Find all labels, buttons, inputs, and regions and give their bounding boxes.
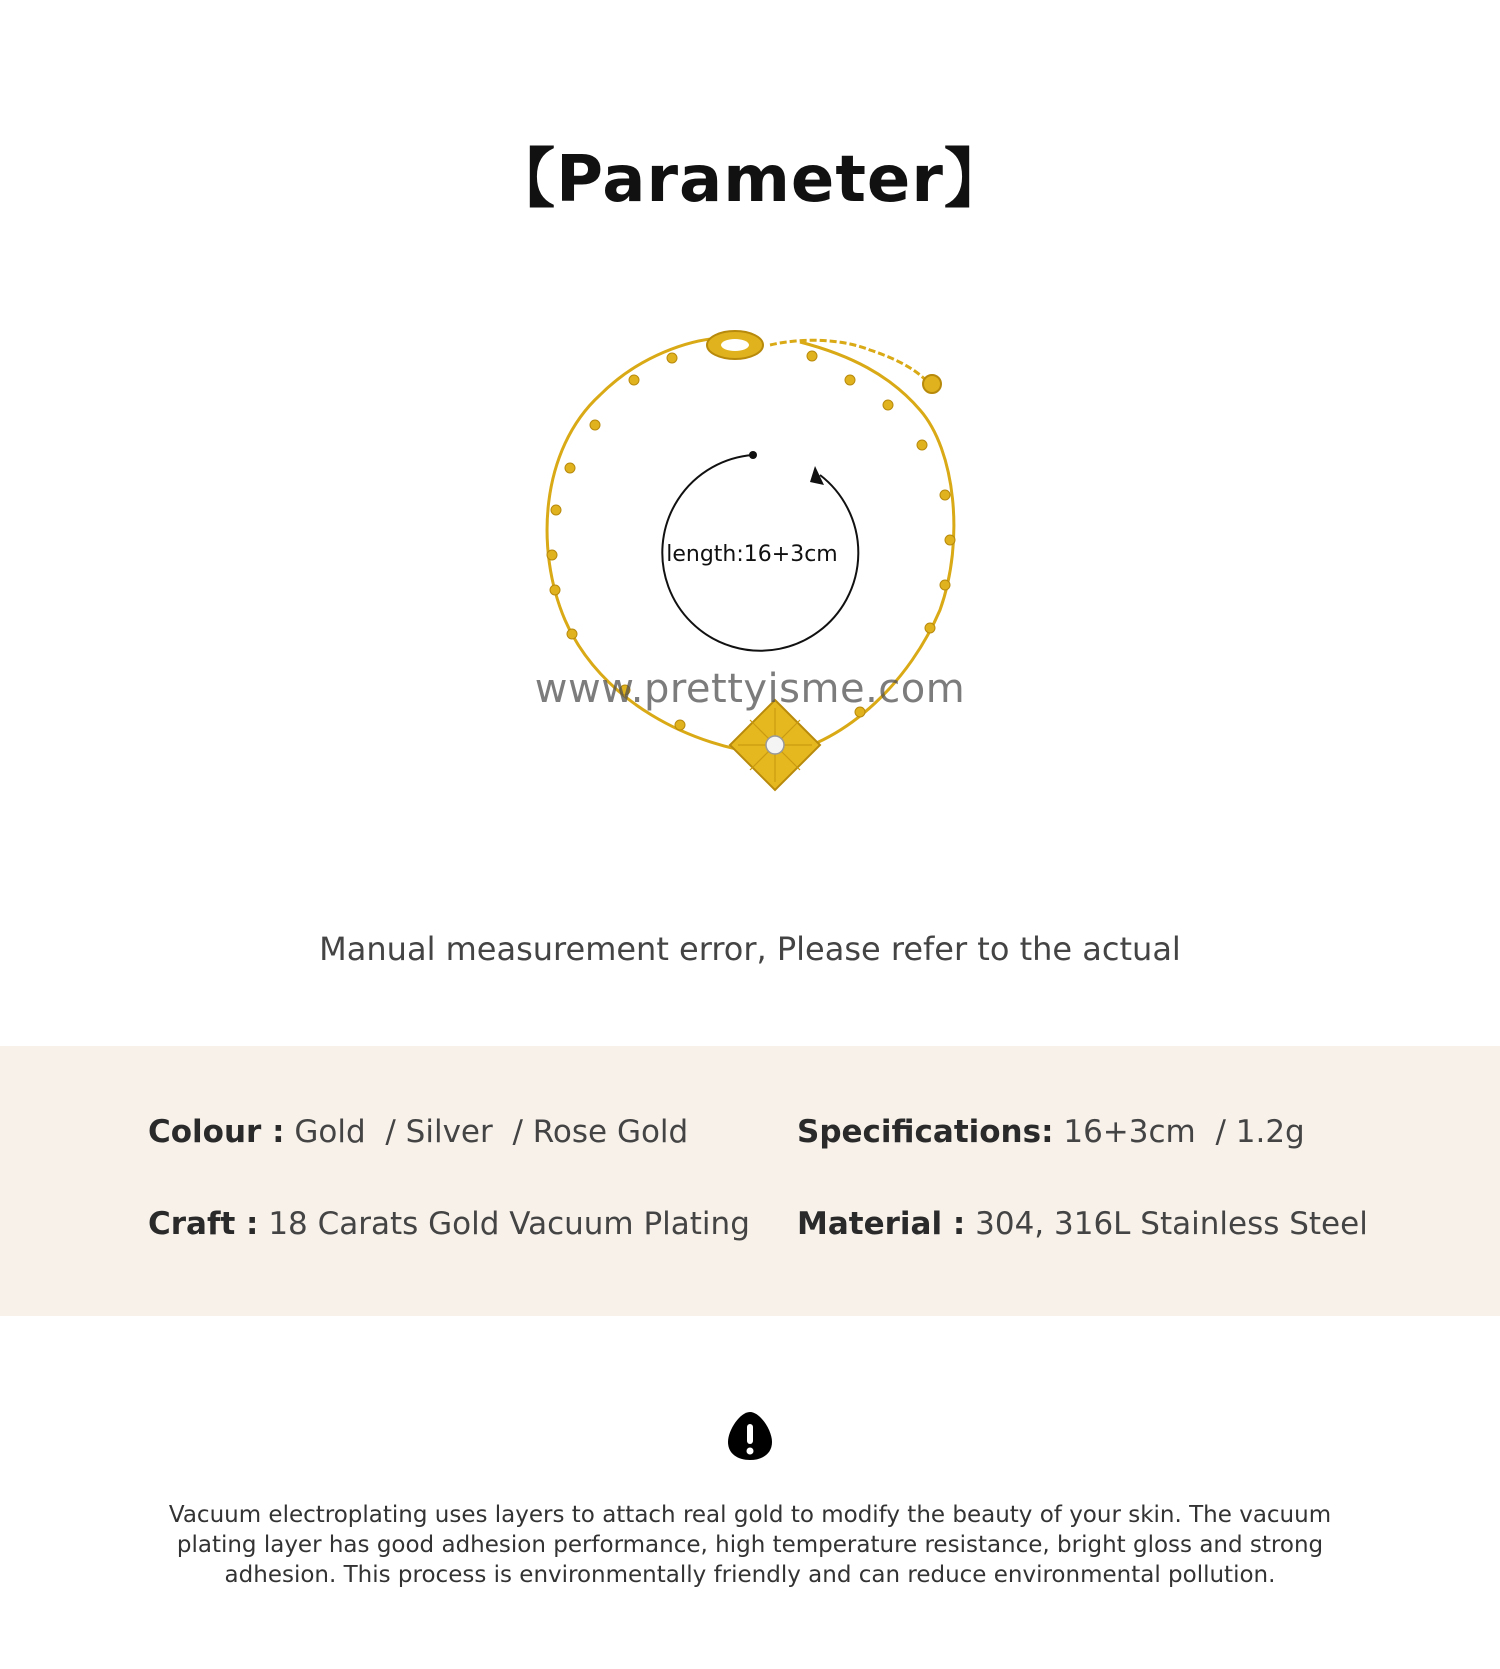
spec-panel — [0, 1046, 1500, 1316]
spec-material-value: 304, 316L Stainless Steel — [975, 1206, 1368, 1242]
warning-icon — [726, 1410, 774, 1462]
measurement-disclaimer: Manual measurement error, Please refer to the actual — [319, 930, 1181, 968]
spec-specifications-label: Specifications: — [797, 1114, 1054, 1150]
spec-material — [797, 1206, 1368, 1242]
spec-craft-value: 18 Carats Gold Vacuum Plating — [268, 1206, 750, 1242]
spec-craft — [148, 1206, 750, 1242]
length-label: length:16+3cm — [666, 542, 838, 567]
plating-notice: Vacuum electroplating uses layers to attach real gold to modify the beauty of your skin. The vacuum plating layer has good adhesion performance, high temperature resistance, bright gloss and strong adhesion. This process is environmentally friendly and can reduce environmental pollution. — [168, 1502, 1332, 1588]
spec-colour — [148, 1114, 688, 1150]
spec-material-label: Material : — [797, 1206, 966, 1242]
watermark: www.prettyisme.com — [534, 666, 966, 712]
spec-specifications-value: 16+3cm / 1.2g — [1063, 1114, 1305, 1150]
spec-colour-label: Colour : — [148, 1114, 285, 1150]
clasp — [707, 331, 763, 359]
spec-specifications — [797, 1114, 1305, 1150]
spec-colour-value: Gold / Silver / Rose Gold — [294, 1114, 689, 1150]
spec-craft-label: Craft : — [148, 1206, 259, 1242]
diamond-pendant — [730, 700, 820, 790]
page-title: 【Parameter】 — [491, 143, 1009, 217]
